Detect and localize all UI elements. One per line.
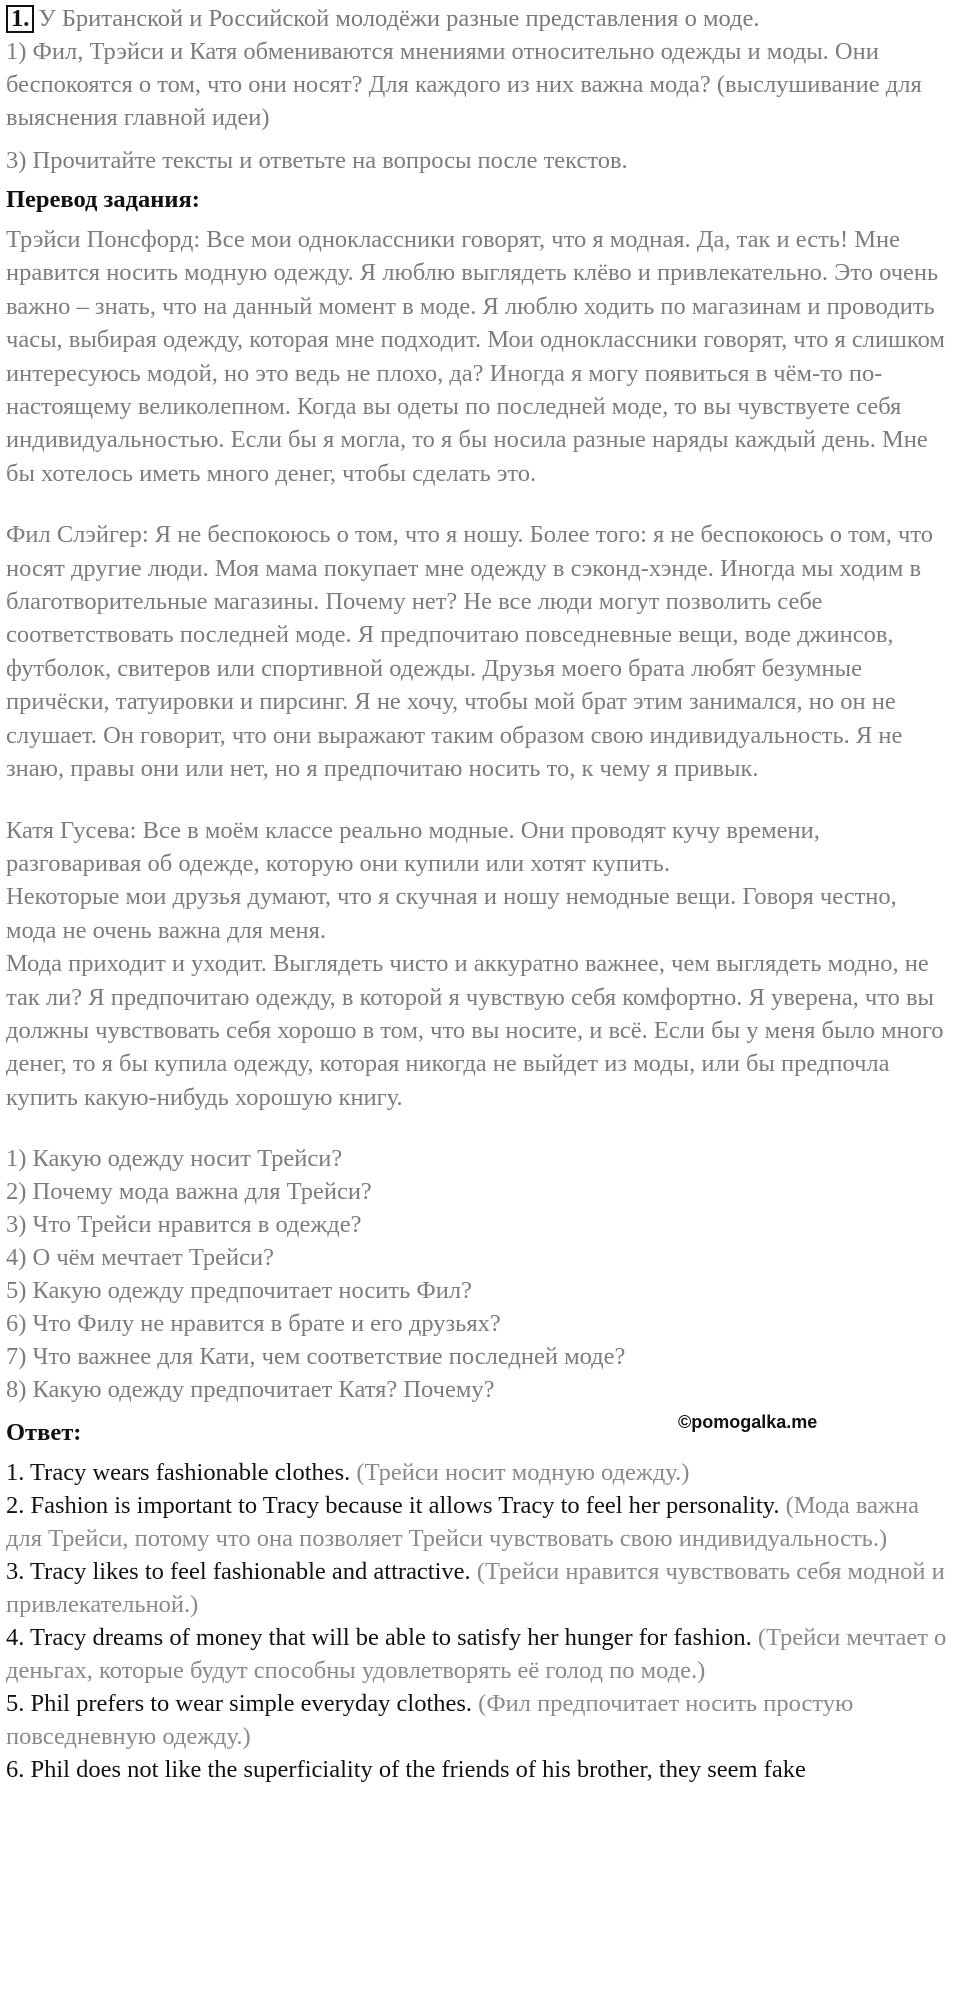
answer-item [6, 1555, 952, 1621]
watermark-text: ©pomogalka.me [678, 1412, 818, 1432]
answer-english: 6. Phil does not like the superficiality of the friends of his brother, they seem fake [6, 1756, 806, 1784]
answer-english: 1. Tracy wears fashionable clothes. [6, 1459, 351, 1487]
paragraph-phil: Фил Слэйгер: Я не беспокоюсь о том, что я ношу. Более того: я не беспокоюсь о том, что носят другие люди. Моя мама покупает мне одежду в сэконд-хэнде. Иногда мы ходим в благотворительные магазины. Почему нет? Не все люди могут позволить себе соответствовать последней моде. Я предпочитаю повседневные вещи, воде джинсов, футболок, свитеров или спортивной одежды. Друзья моего брата любят безумные причёски, татуировки и пирсинг. Я не хочу, чтобы мой брат этим занимался, но он не слушает. Он говорит, что они выражают таким образом свою индивидуальность. Я не знаю, правы они или нет, но я предпочитаю носить то, к чему я привык. [6, 521, 934, 783]
answer-item [6, 1687, 952, 1753]
paragraph-katya: Катя Гусева: Все в моём классе реально модные. Они проводят кучу времени, разговаривая об одежде, которую они купили или хотят купить. Некоторые мои друзья думают, что я скучная и ношу немодные вещи. Говоря честно, мода не очень важна для меня. Мода приходит и уходит. Выглядеть чисто и аккуратно важнее, чем выглядеть модно, не так ли? Я предпочитаю одежду, в которой я чувствую себя комфортно. Я уверена, что вы должны чувствовать себя хорошо в том, что вы носите, и всё. Если бы у меня было много денег, то я бы купила одежду, которая никогда не выйдет из моды, или бы предпочла купить какую-нибудь хорошую книгу. [6, 816, 944, 1111]
answer-russian: (Трейси мечтает о деньгах, которые будут способны удовлетворять её голод по моде.) [6, 1624, 947, 1685]
question-item: 2) Почему мода важна для Трейси? [6, 1178, 372, 1206]
answer-item [6, 1489, 952, 1555]
questions-list [6, 1142, 952, 1406]
answer-russian: (Трейси нравится чувствовать себя модной и привлекательной.) [6, 1558, 945, 1619]
answer-russian: (Трейси носит модную одежду.) [356, 1459, 690, 1487]
answer-english: 3. Tracy likes to feel fashionable and attractive. [6, 1558, 471, 1586]
translation-heading: Перевод задания: [6, 186, 200, 213]
paragraph-tracy: Трэйси Понсфорд: Все мои одноклассники говорят, что я модная. Да, так и есть! Мне нравится носить модную одежду. Я люблю выглядеть клёво и привлекательно. Это очень важно – знать, что на данный момент в моде. Я люблю ходить по магазинам и проводить часы, выбирая одежду, которая мне подходит. Мои одноклассники говорят, что я слишком интересуюсь модой, но это ведь не плохо, да? Иногда я могу появиться в чём-то по-настоящему великолепном. Когда вы одеты по последней моде, то вы чувствуете себя индивидуальностью. Если бы я могла, то я бы носила разные наряды каждый день. Мне бы хотелось иметь много денег, чтобы сделать это. [6, 226, 945, 487]
question-item: 8) Какую одежду предпочитает Катя? Почему? [6, 1376, 495, 1404]
question-item: 4) О чём мечтает Трейси? [6, 1244, 274, 1272]
question-item: 7) Что важнее для Кати, чем соответствие последней моде? [6, 1343, 626, 1371]
question-item: 1) Какую одежду носит Трейси? [6, 1145, 343, 1173]
answer-item [6, 1456, 952, 1489]
answer-russian: (Мода важна для Трейси, потому что она позволяет Трейси чувствовать свою индивидуальность.) [6, 1492, 919, 1553]
question-item: 5) Какую одежду предпочитает носить Фил? [6, 1277, 472, 1305]
answer-russian: (Фил предпочитает носить простую повседневную одежду.) [6, 1690, 854, 1751]
answer-item [6, 1621, 952, 1687]
answer-english: 2. Fashion is important to Tracy because it allows Tracy to feel her personality. [6, 1492, 780, 1520]
answer-item [6, 1753, 952, 1786]
answers-list [6, 1456, 952, 1786]
answer-english: 4. Tracy dreams of money that will be able to satisfy her hunger for fashion. [6, 1624, 752, 1652]
task-title-line [6, 3, 952, 35]
task-title: У Британской и Российской молодёжи разные представления о моде. [38, 5, 760, 32]
question-item: 3) Что Трейси нравится в одежде? [6, 1211, 362, 1239]
question-item: 6) Что Филу не нравится в брате и его друзьях? [6, 1310, 501, 1338]
task-number-box: 1. [6, 5, 34, 33]
answer-english: 5. Phil prefers to wear simple everyday clothes. [6, 1690, 473, 1718]
answer-heading: Ответ: [6, 1419, 82, 1447]
task-instruction-1: 1) Фил, Трэйси и Катя обмениваются мнениями относительно одежды и моды. Они беспокоятся о том, что они носят? Для каждого из них важна мода? (выслушивание для выяснения главной идеи) [6, 38, 922, 131]
task-instruction-3: 3) Прочитайте тексты и ответьте на вопросы после текстов. [6, 147, 628, 174]
